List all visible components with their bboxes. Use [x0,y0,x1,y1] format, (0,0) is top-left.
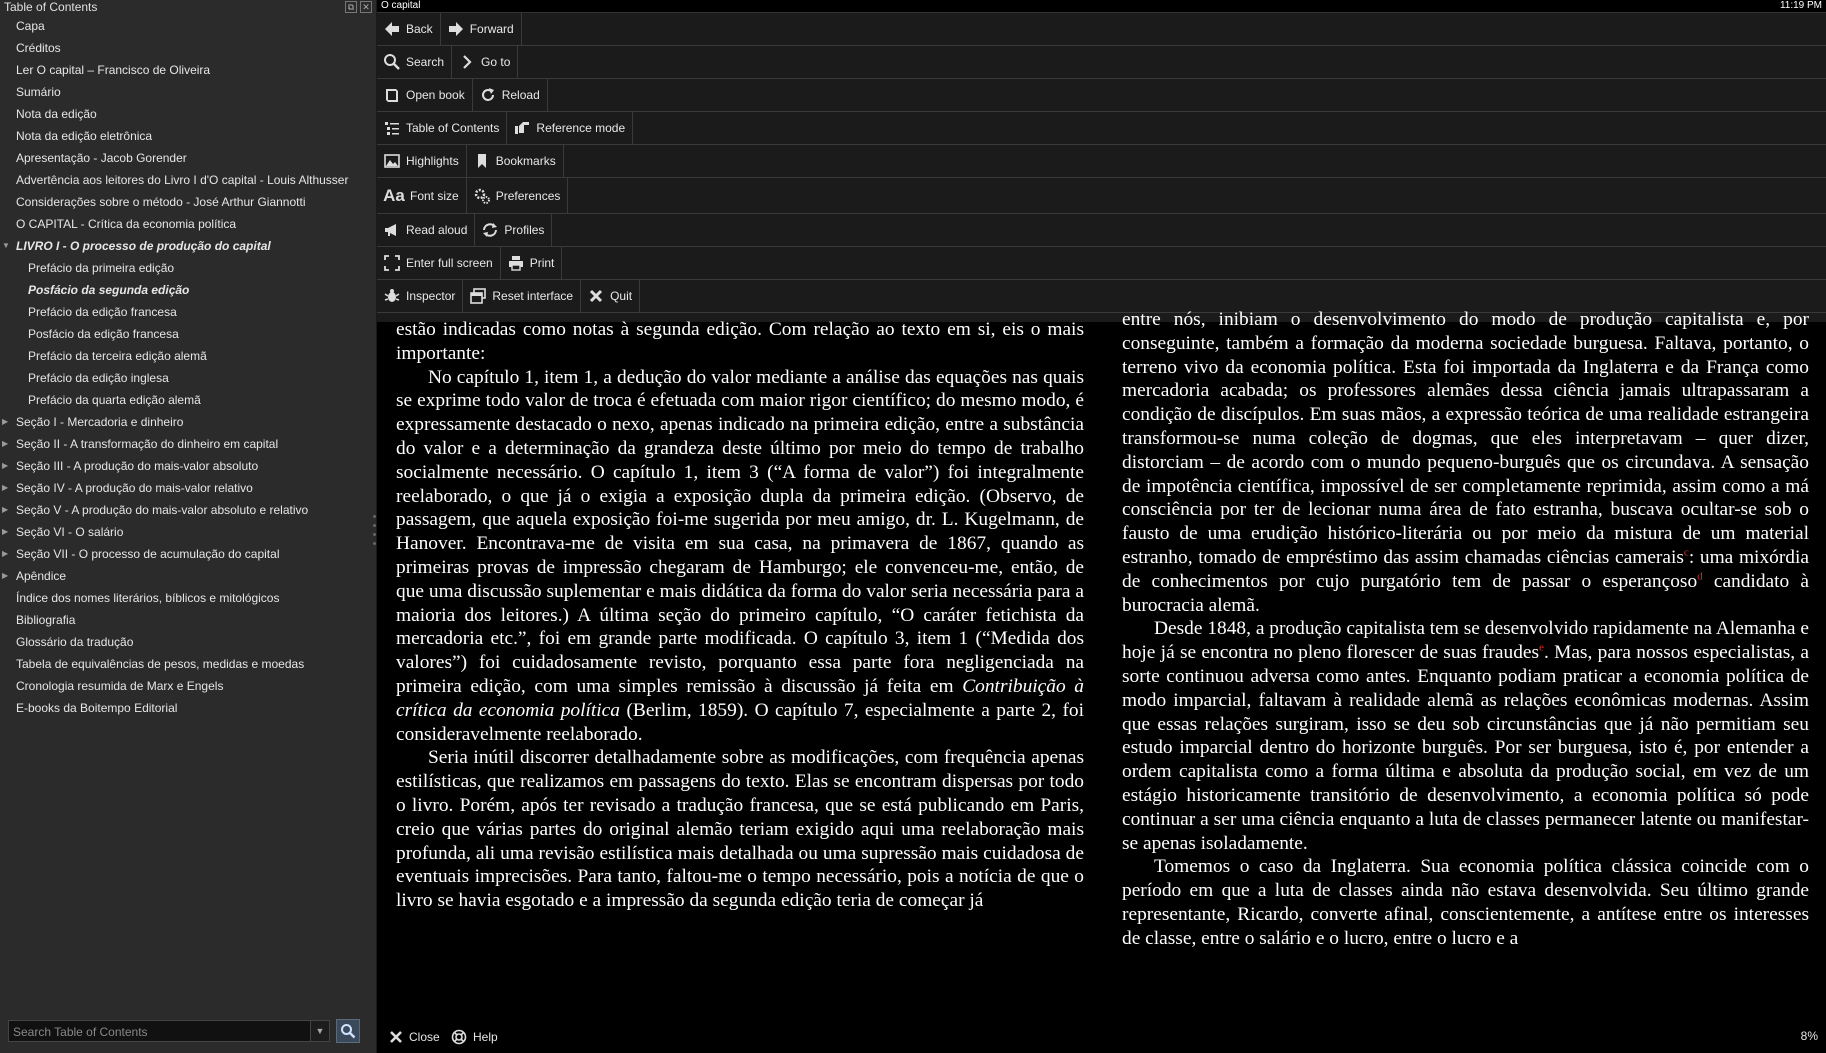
image-highlight-icon [383,152,401,170]
toc-panel [0,0,377,1053]
toc-item-label: Cronologia resumida de Marx e Engels [16,679,224,693]
actions-menu [377,13,1826,322]
toc-item-label: Posfácio da segunda edição [28,283,190,297]
toc-item[interactable] [0,521,376,543]
profiles-button[interactable]: Profiles [475,214,552,246]
toc-item-label: Posfácio da edição francesa [28,327,179,341]
top-status-bar [377,0,1826,13]
paragraph: Tomemos o caso da Inglaterra. Sua economia política clássica coincide com o período em que a luta de classes ainda não estava desenvolvida. Seu último grande representante, Ricardo, converte afinal, conscientemente, a antítese entre os interesses de classe, entre o salário e o lucro, entre o lucro e a [1122,856,1809,949]
toc-item-label: Prefácio da primeira edição [28,261,175,275]
toc-search-input[interactable] [8,1020,330,1042]
font-size-button[interactable]: Aa Font size [377,178,467,213]
back-button[interactable]: Back [377,13,441,45]
toc-item-label: Bibliografia [16,613,76,627]
search-button[interactable]: Search [377,46,452,78]
read-aloud-button[interactable]: Read aloud [377,214,475,246]
toc-item[interactable] [0,653,376,675]
paragraph: Seria inútil discorrer detalhadamente sobre as modificações, com frequência apenas estilísticas, que realizamos em passagens do texto. Elas se encontram dispersas por todo o livro. Porém, após ter revisado a tradução francesa, que se está publicando em Paris, creio que várias partes do original alemão teriam exigido aqui uma reelaboração mais profunda, ali uma revisão estilística mais detalhada ou uma supressão mais cuidadosa de eventuais imprecisões. Para tanto, faltou-me o tempo necessário, pois a notícia de que o livro se havia esgotado e a impressão da segunda edição teria de começar já [396,747,1084,912]
panel-splitter-handle[interactable] [372,515,376,545]
toc-search-placeholder: Search Table of Contents [13,1025,148,1039]
toc-item[interactable] [0,345,376,367]
expand-right-icon[interactable]: ▶ [2,439,9,448]
open-book-button[interactable]: Open book [377,79,473,111]
toc-item-label: Índice dos nomes literários, bíblicos e mitológicos [16,591,280,605]
expand-right-icon[interactable]: ▶ [2,527,9,536]
toc-item[interactable] [0,103,376,125]
expand-right-icon[interactable]: ▶ [2,549,9,558]
bug-icon [383,287,401,305]
toc-item[interactable] [0,587,376,609]
clock: 11:19 PM [1779,0,1822,11]
lifebuoy-icon [451,1029,467,1045]
reload-button[interactable]: Reload [473,79,548,111]
inspector-button[interactable]: Inspector [377,280,463,312]
toc-item[interactable] [0,147,376,169]
toc-item[interactable] [0,213,376,235]
toc-item-label: Tabela de equivalências de pesos, medidas e moedas [16,657,305,671]
right-page-column [1122,308,1809,1020]
toc-item[interactable] [0,631,376,653]
toc-item[interactable] [0,235,376,257]
toc-item[interactable] [0,543,376,565]
toc-item-label: Prefácio da quarta edição alemã [28,393,201,407]
enter-full-screen-button[interactable]: Enter full screen [377,247,501,279]
close-panel-icon[interactable]: ✕ [360,1,372,13]
document-title: O capital [381,0,421,11]
paragraph: No capítulo 1, item 1, a dedução do valor mediante a análise das equações nas quais se exprime todo valor de troca é efetuada com maior rigor científico; do mesmo modo, é expressamente destacado o nexo, apenas indicado na primeira edição, entre a substância do valor e a determinação da grandeza deste último por meio do tempo de trabalho socialmente necessário. O capítulo 1, item 3 (“A forma de valor”) foi integralmente reelaborado, o que já o exigia a exposição dupla da primeira edição. (Observo, de passagem, que aquela exposição foi-me sugerida por meu amigo, dr. L. Kugelmann, de Hanover. Encontrava-me de visita em sua casa, na primavera de 1867, quando as primeiras provas de impressão chegaram de Hamburgo; ele convenceu-me, então, de que uma discussão suplementar e mais didática da forma do valor seria necessária para a maioria dos leitores.) A última seção do primeiro capítulo, “O caráter fetichista da mercadoria etc.”, foi em grande parte modificada. O capítulo 3, item 1 (“Medida dos valores”) foi cuidadosamente revisto, porquanto essa parte fora negligenciada na primeira edição, com uma simples remissão à discussão já feita em Contribuição à crítica da economia política (Berlim, 1859). O capítulo 7, especialmente a parte 2, foi consideravelmente reelaborado. [396,366,1084,745]
paragraph: Desde 1848, a produção capitalista tem se desenvolvido rapidamente na Alemanha e hoje já se encontra no pleno florescer de suas fraudes$^e$. Mas, para nossos especialistas, a sorte continuou adversa como antes. Enquanto podiam praticar a economia política de modo imparcial, faltavam à realidade alemã as relações econômicas modernas. Assim que essas relações surgiram, isso se deu sob circunstâncias que já não permitiam seu estudo imparcial dentro do horizonte burguês. Por ser burguesa, isto é, por entender a ordem capitalista como a forma última e absoluta da produção social, em vez de um estágio historicamente transitório de desenvolvimento, a economia política só pode continuar a ser uma ciência enquanto a luta de classes permanecer latente ou manifestar-se apenas isoladamente. [1122,618,1809,854]
toc-item[interactable] [0,609,376,631]
goto-button[interactable]: Go to [452,46,518,78]
toc-item[interactable] [0,433,376,455]
toc-item-label: Ler O capital – Francisco de Oliveira [16,63,211,77]
toc-item[interactable] [0,697,376,719]
toc-item-label: Seção VI - O salário [16,525,124,539]
bookmarks-button[interactable]: Bookmarks [467,145,564,177]
toc-item-label: Nota da edição [16,107,97,121]
toc-list-icon [383,119,401,137]
toc-item-label: Créditos [16,41,61,55]
toc-item-label: Considerações sobre o método - José Arthur Giannotti [16,195,306,209]
book-icon [383,86,401,104]
toc-item-label: Prefácio da edição francesa [28,305,177,319]
close-x-icon [587,287,605,305]
toc-item-label: Seção IV - A produção do mais-valor relativo [16,481,253,495]
megaphone-icon [383,221,401,239]
pointing-hand-icon [513,119,531,137]
reset-interface-button[interactable]: Reset interface [463,280,581,312]
reference-mode-button[interactable]: Reference mode [507,112,633,144]
toc-item-label: E-books da Boitempo Editorial [16,701,178,715]
chevron-right-icon [458,53,476,71]
toc-header [0,0,376,14]
toc-item[interactable] [0,257,376,279]
toc-item[interactable] [0,15,376,37]
bookmark-icon [473,152,491,170]
toc-item[interactable] [0,37,376,59]
toc-item-label: LIVRO I - O processo de produção do capital [16,239,271,253]
close-button[interactable]: Close [389,1020,440,1053]
expand-down-icon[interactable]: ▼ [2,241,10,250]
float-panel-icon[interactable]: ⧉ [345,1,357,13]
toc-item-label: Seção I - Mercadoria e dinheiro [16,415,184,429]
toc-item[interactable] [0,499,376,521]
close-icon [389,1030,403,1044]
printer-icon [507,254,525,272]
expand-right-icon[interactable]: ▶ [2,483,9,492]
toc-item-label: Seção VII - O processo de acumulação do capital [16,547,280,561]
toc-item[interactable] [0,125,376,147]
toc-item[interactable] [0,59,376,81]
search-icon [340,1023,356,1039]
left-page-column [396,318,1084,1018]
toc-list [0,15,376,719]
toc-item[interactable] [0,675,376,697]
help-button[interactable]: Help [451,1020,498,1053]
toc-item[interactable] [0,367,376,389]
window-icon [469,287,487,305]
reading-progress: 8% [1800,1029,1818,1043]
sync-icon [481,221,499,239]
reload-icon [479,86,497,104]
toc-item-label: Nota da edição eletrônica [16,129,153,143]
toc-item[interactable] [0,301,376,323]
toc-item-label: Apresentação - Jacob Gorender [16,151,187,165]
preferences-button[interactable]: Preferences [467,178,569,213]
expand-right-icon[interactable]: ▶ [2,417,9,426]
paragraph: entre nós, inibiam o desenvolvimento do modo de produção capitalista e, por conseguinte, também a formação da moderna sociedade burguesa. Faltava, portanto, o terreno vivo da economia política. Esta foi importada da Inglaterra e da França como mercadoria acabada; os professores alemães dessa ciência jamais ultrapassaram a condição de discípulos. Em suas mãos, a expressão teórica de uma realidade estrangeira transformou-se numa coleção de dogmas, que eles interpretavam – quer dizer, distorciam – de acordo com o mundo pequeno-burguês que os circundava. A sensação de impotência científica, impossível de ser completamente reprimida, assim como a má consciência por ter de lecionar numa área de fato estranha, buscava ocultar-se sob o fausto de uma erudição histórico-literária ou por meio da mistura de um material estranho, tomado de empréstimo das assim chamadas ciências camerais$^c$: uma mixórdia de conhecimentos por cujo purgatório tem de passar o esperançoso$^d$ candidato à burocracia alemã. [1122,309,1809,616]
back-arrow-icon [383,20,401,38]
toc-item-label: Prefácio da terceira edição alemã [28,349,207,363]
expand-right-icon[interactable]: ▶ [2,461,9,470]
toc-item-label: O CAPITAL - Crítica da economia política [16,217,237,231]
search-icon [383,53,401,71]
quit-button[interactable]: Quit [581,280,640,312]
toc-item-label: Seção V - A produção do mais-valor absoluto e relativo [16,503,309,517]
toc-item[interactable] [0,191,376,213]
font-size-icon: Aa [383,185,405,205]
paragraph: estão indicadas como notas à segunda edição. Com relação ao texto em si, eis o mais importante: [396,319,1084,364]
toc-item[interactable] [0,565,376,587]
gear-icon [473,187,491,205]
toc-item[interactable] [0,323,376,345]
toc-item[interactable] [0,169,376,191]
toc-item[interactable] [0,411,376,433]
toc-item-label: Sumário [16,85,61,99]
footnote-link[interactable]: d [1697,570,1703,583]
toc-item-label: Prefácio da edição inglesa [28,371,169,385]
toc-item[interactable] [0,279,376,301]
expand-right-icon[interactable]: ▶ [2,505,9,514]
toc-item-label: Advertência aos leitores do Livro I d'O capital - Louis Althusser [16,173,349,187]
toc-item-label: Seção II - A transformação do dinheiro em capital [16,437,279,451]
toc-title: Table of Contents [4,0,98,14]
toc-item[interactable] [0,81,376,103]
forward-arrow-icon [447,20,465,38]
forward-button[interactable]: Forward [441,13,522,45]
toc-item-label: Glossário da tradução [16,635,134,649]
toc-item-label: Apêndice [16,569,67,583]
bottom-bar [377,1020,1826,1053]
search-history-dropdown-icon[interactable]: ▼ [310,1021,329,1041]
fullscreen-icon [383,254,401,272]
footnote-link[interactable]: c [1683,546,1689,559]
toc-search-button[interactable] [336,1019,360,1043]
print-button[interactable]: Print [501,247,563,279]
table-of-contents-button[interactable]: Table of Contents [377,112,507,144]
book-view[interactable] [377,309,1826,1020]
toc-item[interactable] [0,389,376,411]
footnote-link[interactable]: e [1539,641,1544,654]
toc-item[interactable] [0,477,376,499]
highlights-button[interactable]: Highlights [377,145,467,177]
toc-item-label: Capa [16,19,45,33]
toc-item[interactable] [0,455,376,477]
toc-item-label: Seção III - A produção do mais-valor absoluto [16,459,259,473]
expand-right-icon[interactable]: ▶ [2,571,9,580]
